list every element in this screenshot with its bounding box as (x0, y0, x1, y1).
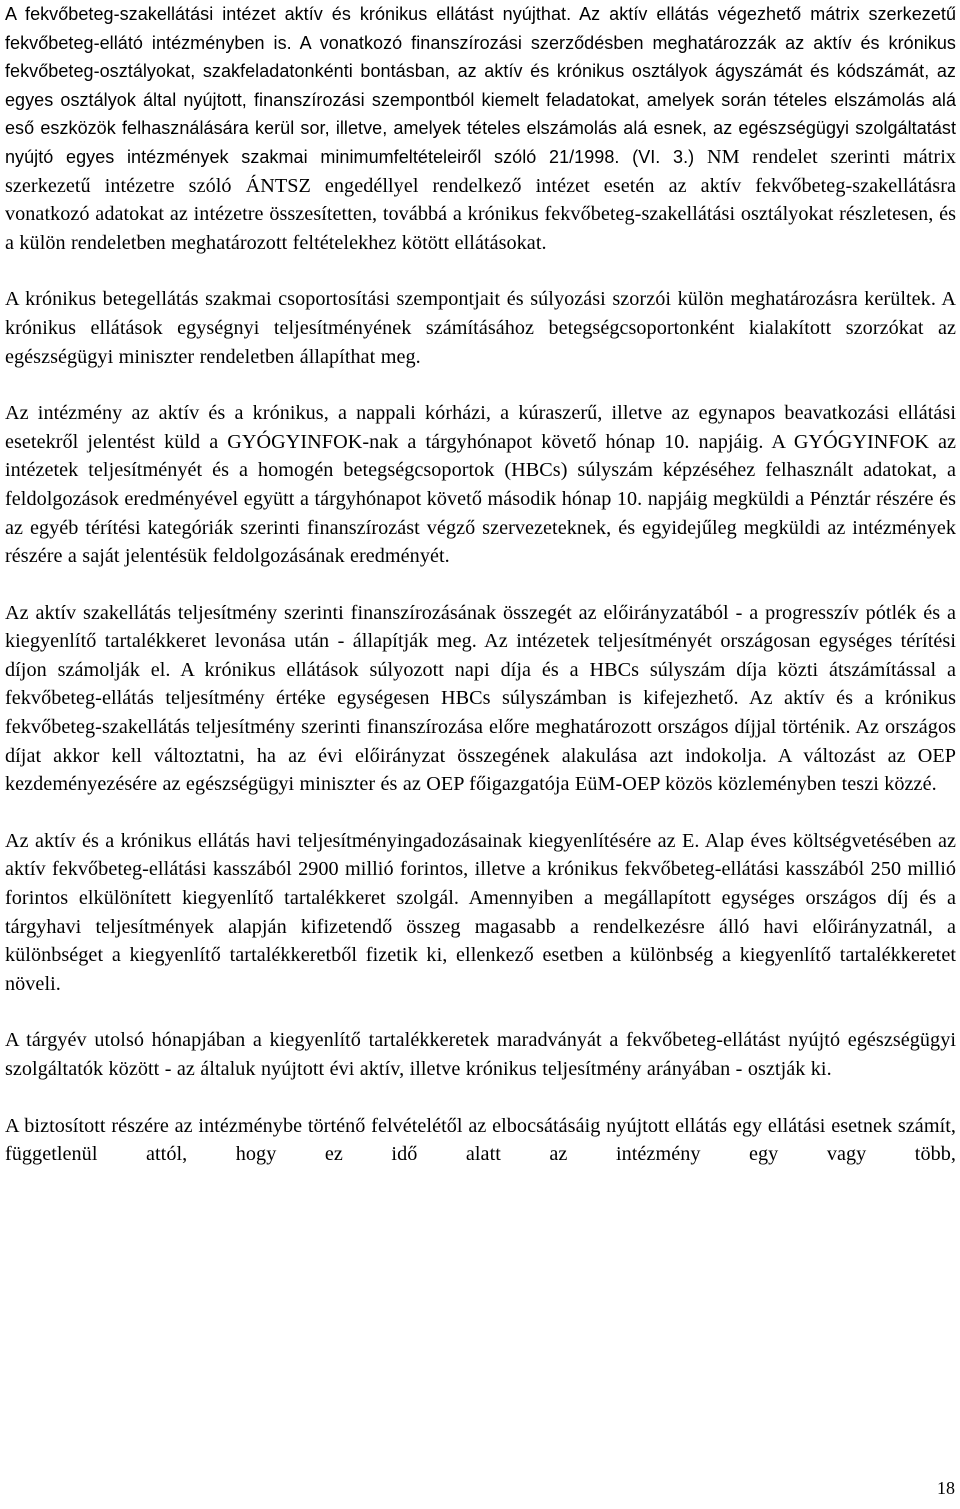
page-number: 18 (937, 1478, 955, 1498)
paragraph-7: A biztosított részére az intézménybe történő felvételétől az elbocsátásáig nyújtott ellátás egy ellátási esetnek számít, függetlenül attól, hogy ez idő alatt az intézmény egy vagy több, (5, 1114, 956, 1166)
paragraph-5: Az aktív és a krónikus ellátás havi teljesítményingadozásainak kiegyenlítésére az E. Alap éves költségvetésében az aktív fekvőbeteg-ellátási kasszából 2900 millió forintos, illetve a krónikus fekvőbeteg-ellátási kasszából 250 millió forintos elkülönített kiegyenlítő tartalékkeret szolgál. Amennyiben a megállapított egységes országos díj és a tárgyhavi teljesítmények alapján kifizetendő összeg magasabb a rendelkezésre álló havi előirányzatnál, a különbséget a kiegyenlítő tartalékkeretből fizetik ki, ellenkező esetben a különbség a kiegyenlítő tartalékkeretet növeli. (5, 829, 956, 995)
paragraph-6: A tárgyév utolsó hónapjában a kiegyenlítő tartalékkeretek maradványát a fekvőbeteg-ellátást nyújtó egészségügyi szolgáltatók között - az általuk nyújtott évi aktív, illetve krónikus teljesítmény arányában - osztják ki. (5, 1029, 956, 1080)
paragraph-1-serif-part: NM rendelet szerinti mátrix szerkezetű intézetre szóló ÁNTSZ engedéllyel rendelkező intézet esetén az aktív fekvőbeteg-szakellátásra vonatkozó adatokat az intézetre összesítetten, továbbá a krónikus fekvőbeteg-szakellátási osztályokat részletesen, és a külön rendeletben meghatározott feltételekhez kötött ellátásokat. (5, 145, 956, 254)
paragraph-2: A krónikus betegellátás szakmai csoportosítási szempontjait és súlyozási szorzói külön meghatározásra kerültek. A krónikus ellátások egységnyi teljesítményének számításához betegségcsoportonként kialakított szorzókat az egészségügyi miniszter rendeletben állapíthat meg. (5, 288, 956, 368)
paragraph-1-sans-part: A fekvőbeteg-szakellátási intézet aktív és krónikus ellátást nyújthat. Az aktív ellátás végezhető mátrix szerkezetű fekvőbeteg-ellátó intézményben is. A vonatkozó finanszírozási szerződésben meghatározzák az aktív és krónikus fekvőbeteg-osztályokat, szakfeladatonkénti bontásban, az aktív és krónikus osztályok ágyszámát és kódszámát, az egyes osztályok által nyújtott, finanszírozási szempontból kiemelt feladatokat, amelyek során tételes elszámolás alá eső eszközök felhasználására kerül sor, illetve, amelyek tételes elszámolás alá esnek, az egészségügyi szolgáltatást nyújtó egyes intézmények szakmai minimumfeltételeiről szóló 21/1998. (VI. 3.) (5, 4, 956, 167)
paragraph-4: Az aktív szakellátás teljesítmény szerinti finanszírozásának összegét az előirányzatából - a progresszív pótlék és a kiegyenlítő tartalékkeret levonása után - állapítják meg. Az intézetek teljesítményét országosan egységes térítési díjon számolják el. A krónikus ellátások súlyozott napi díja és a HBCs súlyszám díja közti átszámítással a fekvőbeteg-ellátás teljesítmény értéke egységesen HBCs súlyszámban is kifejezhető. Az aktív és a krónikus fekvőbeteg-szakellátás teljesítmény szerinti finanszírozása előre meghatározott országos díjjal történik. Az országos díjat akkor kell változtatni, ha az évi előirányzat összegének alakulása azt indokolja. A változást az OEP kezdeményezésére az egészségügyi miniszter és az OEP főigazgatója EüM-OEP közös közleményben teszi közzé. (5, 601, 956, 796)
paragraph-1 (5, 0, 956, 257)
paragraph-3: Az intézmény az aktív és a krónikus, a nappali kórházi, a kúraszerű, illetve az egynapos beavatkozási ellátási esetekről jelentést küld a GYÓGYINFOK-nak a tárgyhónapot követő hónap 10. napjáig. A GYÓGYINFOK az intézetek teljesítményét és a homogén betegségcsoportok (HBCs) súlyszám képzéséhez felhasznált adatokat, a feldolgozások eredményével együtt a tárgyhónapot követő második hónap 10. napjáig megküldi a Pénztár részére és az egyéb térítési kategóriák szerinti finanszírozást végző szervezeteknek, és egyidejűleg megküldi az intézmények részére a saját jelentésük feldolgozásának eredményét. (5, 402, 956, 568)
document-page (5, 0, 956, 1169)
